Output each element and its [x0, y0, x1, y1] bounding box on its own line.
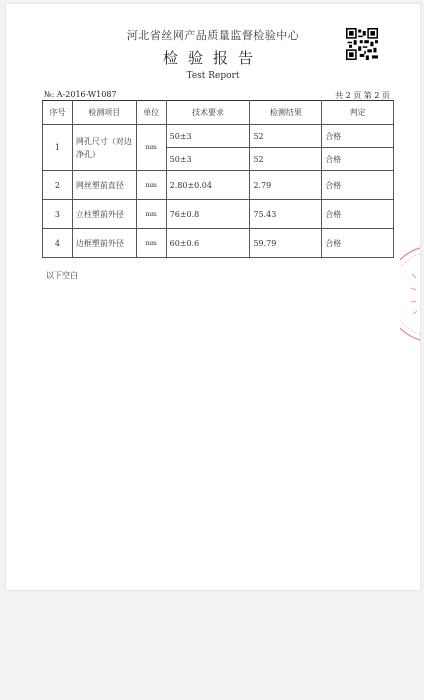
test-results-table: [42, 100, 394, 258]
unit: mm: [136, 229, 166, 258]
result: 52: [250, 125, 322, 148]
verdict: 合格: [322, 148, 394, 171]
test-item: 立柱塑前外径: [72, 200, 136, 229]
verdict: 合格: [322, 171, 394, 200]
result: 75.43: [250, 200, 322, 229]
requirement: 50±3: [166, 148, 250, 171]
requirement: 50±3: [166, 125, 250, 148]
qr-code-icon: [346, 28, 378, 60]
column-header: 检测结果: [250, 101, 322, 125]
test-item: 边框塑前外径: [72, 229, 136, 258]
unit: mm: [136, 200, 166, 229]
column-header: 技术要求: [166, 101, 250, 125]
result: 59.79: [250, 229, 322, 258]
result: 52: [250, 148, 322, 171]
row-number: 2: [43, 171, 73, 200]
requirement: 76±0.8: [166, 200, 250, 229]
row-number: 4: [43, 229, 73, 258]
row-number: 1: [43, 125, 73, 171]
table-row: [43, 200, 394, 229]
unit: mm: [136, 125, 166, 171]
column-header: 判定: [322, 101, 394, 125]
verdict: 合格: [322, 125, 394, 148]
table-row: [43, 125, 394, 148]
test-item: 网孔尺寸（对边净孔）: [72, 125, 136, 171]
blank-below-note: 以下空白: [46, 271, 78, 280]
red-stamp: [400, 244, 420, 344]
page-info: 共 2 页 第 2 页: [335, 91, 390, 100]
result: 2.79: [250, 171, 322, 200]
requirement: 60±0.6: [166, 229, 250, 258]
report-page: [6, 4, 420, 590]
table-row: [43, 229, 394, 258]
row-number: 3: [43, 200, 73, 229]
table-row: [43, 171, 394, 200]
test-item: 网丝塑前直径: [72, 171, 136, 200]
column-header: 检测项目: [72, 101, 136, 125]
table-header-row: [43, 101, 394, 125]
organization-name: 河北省丝网产品质量监督检验中心: [126, 29, 300, 42]
verdict: 合格: [322, 229, 394, 258]
verdict: 合格: [322, 200, 394, 229]
requirement: 2.80±0.04: [166, 171, 250, 200]
report-number: №: A-2016-W1087: [44, 90, 117, 99]
column-header: 单位: [136, 101, 166, 125]
column-header: 序号: [43, 101, 73, 125]
unit: mm: [136, 171, 166, 200]
report-subtitle: Test Report: [186, 71, 240, 81]
report-title: 检验报告: [162, 49, 263, 67]
